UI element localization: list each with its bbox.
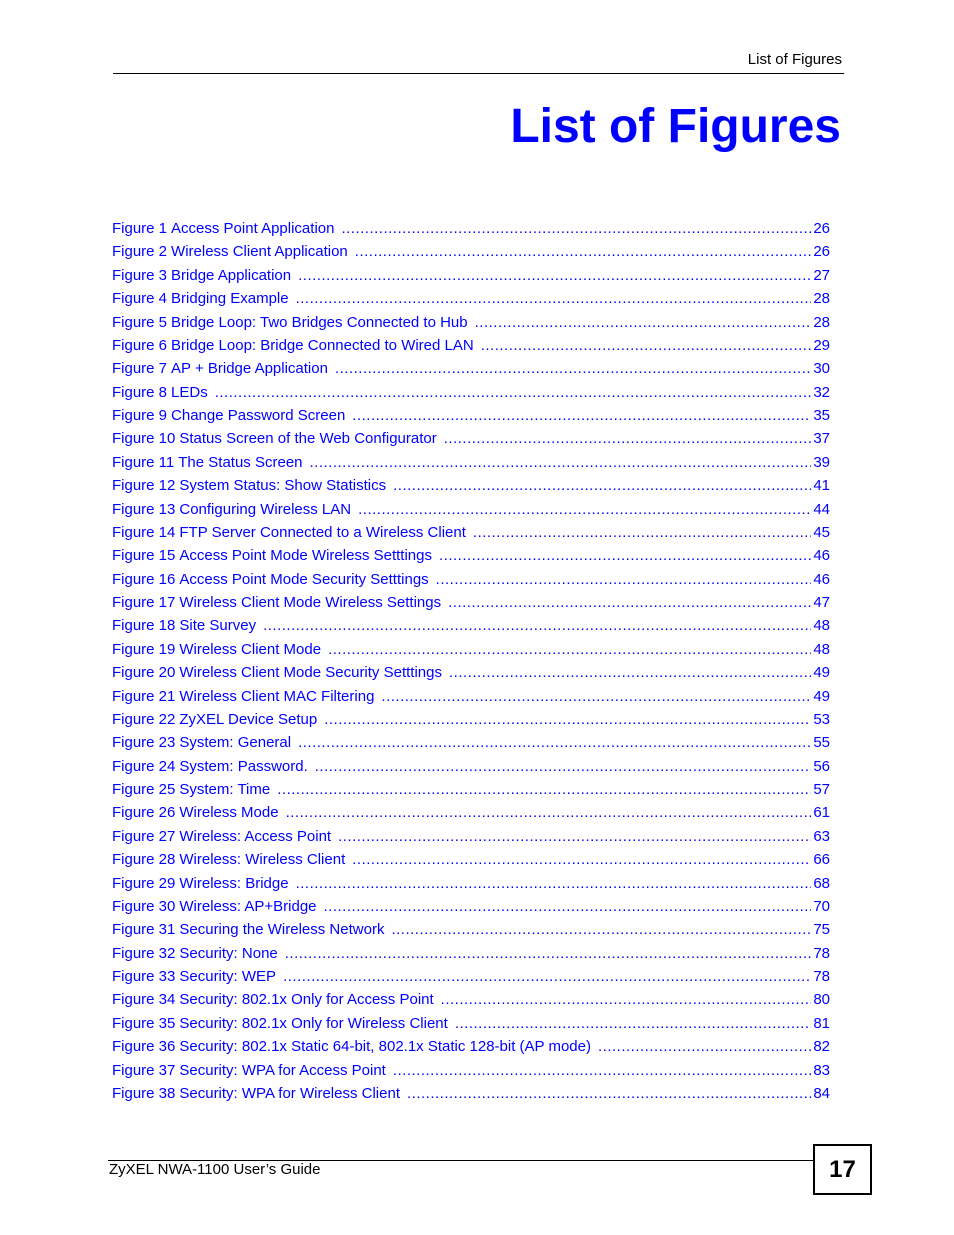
figure-title[interactable]: AP + Bridge Application xyxy=(171,360,328,378)
figure-title[interactable]: Configuring Wireless LAN xyxy=(179,500,352,518)
figure-entry-label[interactable] xyxy=(112,404,345,427)
figure-entry-label[interactable] xyxy=(112,568,429,591)
figure-title[interactable]: Access Point Application xyxy=(171,220,335,237)
figure-entry[interactable] xyxy=(112,1012,830,1035)
figure-number[interactable]: Figure 29 xyxy=(112,874,176,892)
figure-title[interactable]: Bridge Application xyxy=(171,266,292,284)
figure-page-number[interactable]: 26 xyxy=(813,243,830,261)
figure-number[interactable]: Figure 12 xyxy=(112,477,176,495)
figure-entry[interactable] xyxy=(112,848,830,871)
figure-entry[interactable] xyxy=(112,311,830,334)
figure-entry-label[interactable] xyxy=(112,498,351,521)
figure-page-number[interactable]: 47 xyxy=(813,594,830,611)
figure-number[interactable]: Figure 36 xyxy=(112,1038,176,1056)
dot-leader xyxy=(296,872,812,895)
figure-entry-label[interactable] xyxy=(112,591,441,614)
figure-title[interactable]: Access Point Mode Security Setttings xyxy=(179,570,429,588)
figure-page-number[interactable]: 75 xyxy=(813,921,830,939)
figure-page-number[interactable]: 56 xyxy=(813,757,830,775)
figure-number[interactable]: Figure 2 xyxy=(112,243,168,261)
dot-leader xyxy=(441,988,812,1011)
dot-leader xyxy=(381,685,811,708)
figure-entry-label[interactable] xyxy=(112,614,256,637)
figure-entry[interactable] xyxy=(112,521,830,544)
figure-number[interactable]: Figure 33 xyxy=(112,968,176,985)
figure-title[interactable]: Bridging Example xyxy=(171,290,289,308)
figure-entry-label[interactable] xyxy=(112,825,331,848)
figure-number[interactable]: Figure 22 xyxy=(112,710,176,728)
figure-entry[interactable] xyxy=(112,1059,830,1082)
figure-entry-label[interactable] xyxy=(112,287,289,310)
figure-page-number[interactable]: 45 xyxy=(813,523,830,541)
figure-entry-label[interactable] xyxy=(112,988,434,1011)
figure-title[interactable]: The Status Screen xyxy=(178,453,303,471)
figure-list xyxy=(112,217,830,1105)
figure-number[interactable]: Figure 20 xyxy=(112,664,176,682)
figure-entry[interactable] xyxy=(112,287,830,310)
figure-number[interactable]: Figure 14 xyxy=(112,523,176,541)
figure-entry[interactable] xyxy=(112,708,830,731)
figure-number[interactable]: Figure 23 xyxy=(112,734,176,752)
figure-entry[interactable] xyxy=(112,240,830,263)
dot-leader xyxy=(598,1035,811,1058)
figure-entry-label[interactable] xyxy=(112,544,432,567)
figure-entry[interactable] xyxy=(112,427,830,450)
figure-entry[interactable] xyxy=(112,1035,830,1058)
figure-entry-label[interactable] xyxy=(112,427,437,450)
figure-entry-label[interactable] xyxy=(112,755,308,778)
figure-entry-label[interactable] xyxy=(112,801,279,824)
dot-leader xyxy=(448,591,811,614)
dot-leader xyxy=(449,661,811,684)
figure-entry[interactable] xyxy=(112,474,830,497)
figure-entry-label[interactable] xyxy=(112,1012,448,1035)
figure-page-number[interactable]: 28 xyxy=(813,290,830,308)
dot-leader xyxy=(391,918,811,941)
figure-entry[interactable] xyxy=(112,638,830,661)
figure-number[interactable]: Figure 3 xyxy=(112,266,168,284)
dot-leader xyxy=(455,1012,812,1035)
figure-page-number[interactable]: 80 xyxy=(813,991,830,1009)
figure-entry-label[interactable] xyxy=(112,240,348,263)
figure-page-number[interactable]: 63 xyxy=(813,827,830,845)
figure-number[interactable]: Figure 35 xyxy=(112,1014,176,1032)
figure-entry[interactable] xyxy=(112,965,830,988)
figure-page-number[interactable]: 37 xyxy=(813,430,830,448)
figure-title[interactable]: Security: WPA for Wireless Client xyxy=(179,1084,400,1102)
figure-number[interactable]: Figure 27 xyxy=(112,827,176,845)
figure-entry[interactable] xyxy=(112,778,830,801)
figure-number[interactable]: Figure 1 xyxy=(112,220,168,237)
figure-entry-label[interactable] xyxy=(112,661,442,684)
figure-number[interactable]: Figure 38 xyxy=(112,1084,176,1102)
figure-entry-label[interactable] xyxy=(112,1059,386,1082)
figure-page-number[interactable]: 82 xyxy=(813,1038,830,1056)
figure-number[interactable]: Figure 16 xyxy=(112,570,176,588)
figure-entry[interactable] xyxy=(112,264,830,287)
figure-page-number[interactable]: 49 xyxy=(813,687,830,705)
figure-page-number[interactable]: 66 xyxy=(813,851,830,869)
dot-leader xyxy=(324,895,812,918)
figure-number[interactable]: Figure 19 xyxy=(112,640,176,658)
figure-entry[interactable] xyxy=(112,381,830,404)
figure-entry-label[interactable] xyxy=(112,708,317,731)
figure-page-number[interactable]: 55 xyxy=(813,734,830,752)
dot-leader xyxy=(439,544,811,567)
figure-page-number[interactable]: 28 xyxy=(813,313,830,331)
figure-number[interactable]: Figure 13 xyxy=(112,500,176,518)
figure-page-number[interactable]: 26 xyxy=(813,220,830,237)
figure-entry-label[interactable] xyxy=(112,1082,400,1105)
figure-title[interactable]: Wireless Client Mode xyxy=(179,640,322,658)
figure-entry-label[interactable] xyxy=(112,965,276,988)
figure-page-number[interactable]: 78 xyxy=(813,944,830,962)
dot-leader xyxy=(315,755,812,778)
figure-number[interactable]: Figure 21 xyxy=(112,687,176,705)
figure-entry[interactable] xyxy=(112,544,830,567)
figure-entry[interactable] xyxy=(112,918,830,941)
figure-entry-label[interactable] xyxy=(112,848,345,871)
figure-title[interactable]: Bridge Loop: Bridge Connected to Wired LAN xyxy=(171,336,474,354)
figure-title[interactable]: Security: 802.1x Only for Wireless Client xyxy=(179,1014,448,1032)
figure-entry[interactable] xyxy=(112,872,830,895)
figure-title[interactable]: Security: WEP xyxy=(179,968,277,985)
figure-entry[interactable] xyxy=(112,1082,830,1105)
figure-title[interactable]: Bridge Loop: Two Bridges Connected to Hub xyxy=(171,313,468,331)
figure-page-number[interactable]: 48 xyxy=(813,617,830,635)
figure-number[interactable]: Figure 34 xyxy=(112,991,176,1009)
dot-leader xyxy=(352,404,811,427)
figure-page-number[interactable]: 41 xyxy=(813,477,830,495)
dot-leader xyxy=(277,778,811,801)
figure-title[interactable]: Access Point Mode Wireless Setttings xyxy=(179,547,432,565)
figure-page-number[interactable]: 83 xyxy=(813,1061,830,1079)
figure-number[interactable]: Figure 18 xyxy=(112,617,176,635)
dot-leader xyxy=(355,240,812,263)
figure-page-number[interactable]: 57 xyxy=(813,781,830,798)
figure-page-number[interactable]: 78 xyxy=(813,968,830,985)
figure-title[interactable]: FTP Server Connected to a Wireless Client xyxy=(179,523,466,541)
figure-entry-label[interactable] xyxy=(112,357,328,380)
dot-leader xyxy=(341,217,811,240)
dot-leader xyxy=(393,1059,811,1082)
dot-leader xyxy=(473,521,811,544)
figure-page-number[interactable]: 35 xyxy=(813,407,830,424)
figure-entry[interactable] xyxy=(112,988,830,1011)
dot-leader xyxy=(407,1082,811,1105)
figure-entry-label[interactable] xyxy=(112,918,384,941)
figure-page-number[interactable]: 61 xyxy=(813,804,830,822)
figure-page-number[interactable]: 48 xyxy=(813,640,830,658)
figure-entry-label[interactable] xyxy=(112,264,291,287)
figure-number[interactable]: Figure 11 xyxy=(112,453,175,471)
running-header: List of Figures xyxy=(747,51,842,68)
figure-page-number[interactable]: 70 xyxy=(813,897,830,915)
figure-page-number[interactable]: 44 xyxy=(813,500,830,518)
figure-number[interactable]: Figure 31 xyxy=(112,921,176,939)
figure-number[interactable]: Figure 6 xyxy=(112,336,168,354)
dot-leader xyxy=(338,825,811,848)
figure-page-number[interactable]: 68 xyxy=(813,874,830,892)
figure-title[interactable]: Securing the Wireless Network xyxy=(179,921,385,939)
figure-entry[interactable] xyxy=(112,801,830,824)
figure-title[interactable]: LEDs xyxy=(171,383,208,401)
figure-entry[interactable] xyxy=(112,755,830,778)
dot-leader xyxy=(310,451,812,474)
figure-title[interactable]: ZyXEL Device Setup xyxy=(179,710,318,728)
figure-title[interactable]: System: Password. xyxy=(179,757,308,775)
figure-number[interactable]: Figure 10 xyxy=(112,430,176,448)
dot-leader xyxy=(475,311,812,334)
figure-entry-label[interactable] xyxy=(112,731,291,754)
figure-title[interactable]: Wireless: Access Point xyxy=(179,827,332,845)
figure-number[interactable]: Figure 17 xyxy=(112,594,176,611)
figure-title[interactable]: Wireless: Wireless Client xyxy=(179,851,346,869)
figure-entry[interactable] xyxy=(112,498,830,521)
figure-page-number[interactable]: 30 xyxy=(813,360,830,378)
dot-leader xyxy=(335,357,811,380)
dot-leader xyxy=(324,708,811,731)
figure-page-number[interactable]: 49 xyxy=(813,664,830,682)
figure-entry-label[interactable] xyxy=(112,521,466,544)
figure-entry-label[interactable] xyxy=(112,942,278,965)
figure-entry-label[interactable] xyxy=(112,451,303,474)
figure-title[interactable]: Wireless Mode xyxy=(179,804,279,822)
figure-page-number[interactable]: 27 xyxy=(813,266,830,284)
figure-number[interactable]: Figure 32 xyxy=(112,944,176,962)
figure-page-number[interactable]: 84 xyxy=(813,1084,830,1102)
dot-leader xyxy=(444,427,812,450)
figure-number[interactable]: Figure 37 xyxy=(112,1061,176,1079)
figure-page-number[interactable]: 53 xyxy=(813,710,830,728)
figure-title[interactable]: Site Survey xyxy=(179,617,257,635)
figure-page-number[interactable]: 29 xyxy=(813,336,830,354)
figure-number[interactable]: Figure 8 xyxy=(112,383,168,401)
figure-title[interactable]: Wireless Client Application xyxy=(171,243,348,261)
dot-leader xyxy=(393,474,811,497)
figure-title[interactable]: System: General xyxy=(179,734,292,752)
footer-guide-name: ZyXEL NWA-1100 User’s Guide xyxy=(109,1161,321,1178)
figure-title[interactable]: Security: WPA for Access Point xyxy=(179,1061,386,1079)
figure-page-number[interactable]: 39 xyxy=(813,453,830,471)
figure-entry[interactable] xyxy=(112,614,830,637)
figure-title[interactable]: Security: 802.1x Only for Access Point xyxy=(179,991,434,1009)
figure-page-number[interactable]: 46 xyxy=(813,570,830,588)
figure-number[interactable]: Figure 4 xyxy=(112,290,168,308)
dot-leader xyxy=(298,264,811,287)
figure-entry-label[interactable] xyxy=(112,474,386,497)
figure-title[interactable]: Change Password Screen xyxy=(171,407,346,424)
figure-entry[interactable] xyxy=(112,942,830,965)
figure-entry[interactable] xyxy=(112,217,830,240)
figure-entry[interactable] xyxy=(112,731,830,754)
dot-leader xyxy=(352,848,811,871)
figure-entry-label[interactable] xyxy=(112,217,334,240)
figure-page-number[interactable]: 46 xyxy=(813,547,830,565)
figure-page-number[interactable]: 81 xyxy=(813,1014,830,1032)
figure-entry-label[interactable] xyxy=(112,778,270,801)
figure-title[interactable]: Wireless Client Mode Wireless Settings xyxy=(179,594,442,611)
page-title: List of Figures xyxy=(510,100,841,153)
figure-entry[interactable] xyxy=(112,357,830,380)
dot-leader xyxy=(285,942,812,965)
dot-leader xyxy=(215,381,812,404)
figure-entry[interactable] xyxy=(112,568,830,591)
dot-leader xyxy=(298,731,811,754)
figure-number[interactable]: Figure 30 xyxy=(112,897,176,915)
figure-entry[interactable] xyxy=(112,661,830,684)
figure-number[interactable]: Figure 9 xyxy=(112,407,168,424)
figure-entry[interactable] xyxy=(112,451,830,474)
figure-number[interactable]: Figure 7 xyxy=(112,360,168,378)
figure-entry-label[interactable] xyxy=(112,334,474,357)
figure-number[interactable]: Figure 15 xyxy=(112,547,176,565)
figure-title[interactable]: Wireless: Bridge xyxy=(179,874,289,892)
figure-entry[interactable] xyxy=(112,825,830,848)
figure-entry-label[interactable] xyxy=(112,685,374,708)
figure-entry[interactable] xyxy=(112,404,830,427)
figure-entry[interactable] xyxy=(112,334,830,357)
figure-entry-label[interactable] xyxy=(112,311,468,334)
figure-title[interactable]: Wireless Client Mode Security Setttings xyxy=(179,664,442,682)
dot-leader xyxy=(436,568,812,591)
figure-entry[interactable] xyxy=(112,685,830,708)
figure-entry-label[interactable] xyxy=(112,895,317,918)
dot-leader xyxy=(481,334,812,357)
figure-entry-label[interactable] xyxy=(112,381,208,404)
dot-leader xyxy=(358,498,811,521)
figure-entry[interactable] xyxy=(112,895,830,918)
figure-entry-label[interactable] xyxy=(112,1035,591,1058)
dot-leader xyxy=(263,614,811,637)
figure-title[interactable]: System Status: Show Statistics xyxy=(179,477,387,495)
figure-title[interactable]: Security: None xyxy=(179,944,278,962)
figure-number[interactable]: Figure 28 xyxy=(112,851,176,869)
dot-leader xyxy=(283,965,811,988)
header-rule xyxy=(113,73,844,74)
figure-title[interactable]: Status Screen of the Web Configurator xyxy=(179,430,437,448)
figure-title[interactable]: Security: 802.1x Static 64-bit, 802.1x Static 128-bit (AP mode) xyxy=(179,1038,591,1056)
page-number: 17 xyxy=(813,1144,872,1195)
figure-page-number[interactable]: 32 xyxy=(813,383,830,401)
figure-number[interactable]: Figure 24 xyxy=(112,757,176,775)
figure-title[interactable]: Wireless: AP+Bridge xyxy=(179,897,317,915)
figure-entry-label[interactable] xyxy=(112,872,289,895)
figure-entry-label[interactable] xyxy=(112,638,321,661)
dot-leader xyxy=(296,287,812,310)
figure-entry[interactable] xyxy=(112,591,830,614)
figure-number[interactable]: Figure 25 xyxy=(112,781,176,798)
figure-number[interactable]: Figure 5 xyxy=(112,313,168,331)
figure-title[interactable]: Wireless Client MAC Filtering xyxy=(179,687,375,705)
figure-title[interactable]: System: Time xyxy=(179,781,271,798)
figure-number[interactable]: Figure 26 xyxy=(112,804,176,822)
dot-leader xyxy=(328,638,811,661)
dot-leader xyxy=(286,801,812,824)
